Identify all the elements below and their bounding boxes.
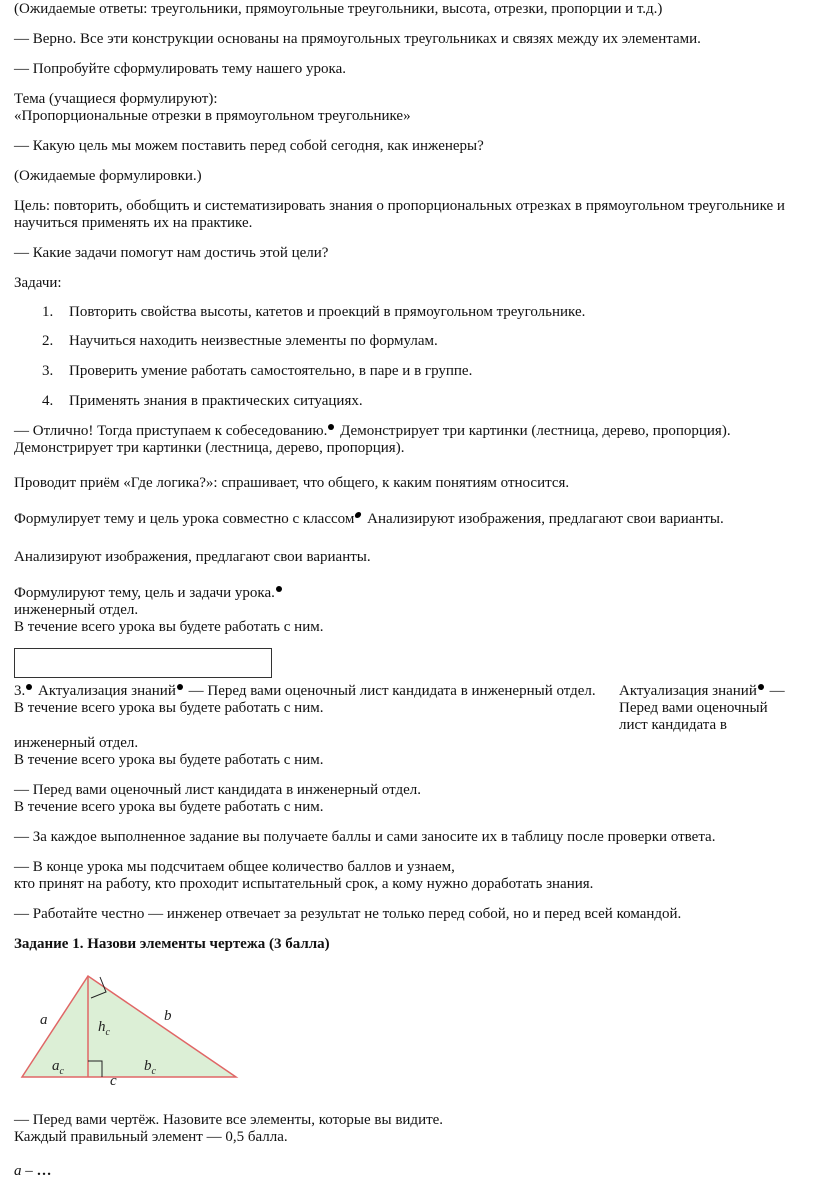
bullet-icon — [355, 512, 363, 518]
points-line: — За каждое выполненное задание вы получаете баллы и сами заносите их в таблицу после проверки ответа. — [14, 829, 716, 845]
demo-line: Демонстрирует три картинки (лестница, дерево, пропорция). — [14, 440, 405, 456]
list-item-text: Применять знания в практических ситуациях. — [69, 393, 363, 409]
answer-prefix: a – — [14, 1163, 37, 1179]
whole-lesson-line-2: В течение всего урока вы будете работать с ним. — [14, 752, 324, 768]
list-item-text: Проверить умение работать самостоятельно, в паре и в группе. — [69, 363, 473, 379]
label-ac: $a_c$ — [52, 1058, 64, 1077]
task1-title: Задание 1. Назови элементы чертежа (3 балла) — [14, 936, 330, 952]
actualization-line — [14, 683, 596, 700]
analyze-line: Анализируют изображения, предлагают свои варианты. — [14, 549, 371, 565]
list-item-number: 4. — [42, 393, 54, 409]
actualization-text: — Перед вами оценочный лист кандидата в инженерный отдел. — [184, 683, 596, 699]
tasks-label: Задачи: — [14, 275, 62, 291]
sheet-line: — Перед вами оценочный лист кандидата в инженерный отдел. — [14, 782, 422, 798]
interview-text: — Отлично! Тогда приступаем к собеседованию. — [14, 423, 328, 439]
formulated-text: Формулируют тему, цель и задачи урока. — [14, 585, 275, 601]
answer-line — [14, 1163, 52, 1180]
formulate-line — [14, 511, 724, 528]
correct-remark: — Верно. Все эти конструкции основаны на прямоугольных треугольниках и связях между их элементами. — [14, 31, 701, 47]
interview-demo: Демонстрирует три картинки (лестница, дерево, пропорция). — [336, 423, 731, 439]
whole-lesson-line-3: В течение всего урока вы будете работать с ним. — [14, 799, 324, 815]
section-number: 3. — [14, 683, 26, 699]
list-item-text: Повторить свойства высоты, катетов и проекций в прямоугольном треугольнике. — [69, 304, 586, 320]
topic-title: «Пропорциональные отрезки в прямоугольном треугольнике» — [14, 108, 411, 124]
end-line-1: — В конце урока мы подсчитаем общее количество баллов и узнаем, — [14, 859, 455, 875]
goal-line-1: Цель: повторить, обобщить и систематизировать знания о пропорциональных отрезках в прямоугольном треугольнике и — [14, 198, 785, 214]
bullet-icon — [758, 684, 764, 690]
answer-blank: … — [36, 1163, 52, 1179]
label-a: a — [40, 1012, 48, 1028]
formulate-analyze: Анализируют изображения, предлагают свои варианты. — [363, 511, 724, 527]
whole-lesson-line: В течение всего урока вы будете работать с ним. — [14, 619, 324, 635]
goal-question: — Какую цель мы можем поставить перед собой сегодня, как инженеры? — [14, 138, 484, 154]
expected-answers: (Ожидаемые ответы: треугольники, прямоугольные треугольники, высота, отрезки, пропорции и т.д.) — [14, 1, 663, 17]
end-line-2: кто принят на работу, кто проходит испытательный срок, а кому нужно доработать знания. — [14, 876, 594, 892]
label-bc: $b_c$ — [144, 1058, 156, 1077]
drawing-line-2: Каждый правильный элемент — 0,5 балла. — [14, 1129, 288, 1145]
actualization-title: Актуализация знаний — [34, 683, 176, 699]
side-dash: — — [765, 683, 785, 699]
bullet-icon — [177, 684, 183, 690]
formulated-line — [14, 585, 284, 602]
empty-frame — [14, 648, 272, 678]
list-item-text: Научиться находить неизвестные элементы по формулам. — [69, 333, 438, 349]
actualization-line-2: В течение всего урока вы будете работать с ним. — [14, 700, 324, 716]
list-item-number: 2. — [42, 333, 54, 349]
side-column-line-3: лист кандидата в — [619, 717, 728, 733]
eng-dept-line-2: инженерный отдел. — [14, 735, 139, 751]
label-b: b — [164, 1008, 172, 1024]
interview-start — [14, 423, 731, 440]
triangle-figure — [14, 962, 254, 1087]
list-item-number: 3. — [42, 363, 54, 379]
goal-line-2: научиться применять их на практике. — [14, 215, 253, 231]
eng-dept-line: инженерный отдел. — [14, 602, 139, 618]
label-c: c — [110, 1073, 117, 1087]
side-title: Актуализация знаний — [619, 683, 757, 699]
side-column-line-1 — [619, 683, 785, 700]
drawing-line-1: — Перед вами чертёж. Назовите все элементы, которые вы видите. — [14, 1112, 444, 1128]
label-hc: $h_c$ — [98, 1019, 110, 1038]
expected-formulations: (Ожидаемые формулировки.) — [14, 168, 202, 184]
side-column-line-2: Перед вами оценочный — [619, 700, 768, 716]
tasks-question: — Какие задачи помогут нам достичь этой цели? — [14, 245, 329, 261]
formulate-text: Формулирует тему и цель урока совместно с классом — [14, 511, 355, 527]
list-item-number: 1. — [42, 304, 54, 320]
bullet-icon — [276, 586, 282, 592]
topic-prompt: — Попробуйте сформулировать тему нашего урока. — [14, 61, 346, 77]
bullet-icon — [26, 684, 32, 690]
logic-technique: Проводит приём «Где логика?»: спрашивает, что общего, к каким понятиям относится. — [14, 475, 570, 491]
honest-line: — Работайте честно — инженер отвечает за результат не только перед собой, но и перед всей командой. — [14, 906, 682, 922]
bullet-icon — [328, 424, 334, 430]
topic-label: Тема (учащиеся формулируют): — [14, 91, 218, 107]
